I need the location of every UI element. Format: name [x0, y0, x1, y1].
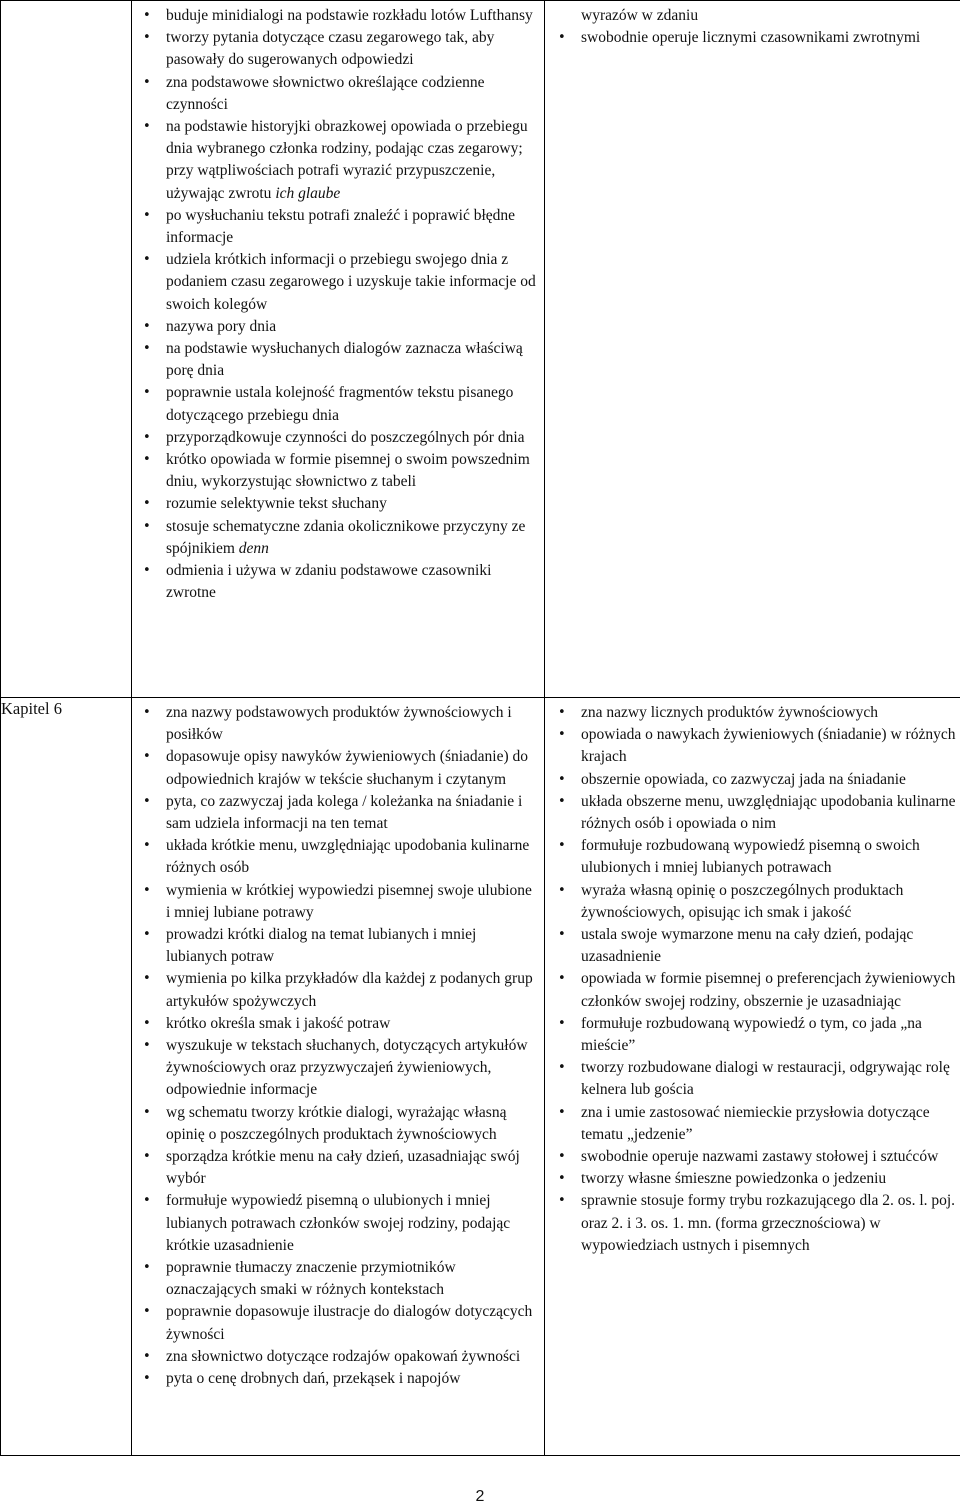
list-item: • krótko określa smak i jakość potraw: [136, 1013, 538, 1035]
list-item: • wyszukuje w tekstach słuchanych, dotyczących artykułów żywnościowych oraz przyzwyczajeń żywieniowych, odpowiednie informacje: [136, 1035, 538, 1102]
list-item: • wg schematu tworzy krótkie dialogi, wyrażając własną opinię o poszczególnych produktach żywnościowych: [136, 1102, 538, 1146]
list-item: • dopasowuje opisy nawyków żywieniowych (śniadanie) do odpowiednich krajów w tekście słuchanym i czytanym: [136, 746, 538, 790]
list-item: • sporządza krótkie menu na cały dzień, uzasadniając swój wybór: [136, 1146, 538, 1190]
chapter-label: Kapitel 6: [1, 699, 62, 718]
list-item: • krótko opowiada w formie pisemnej o swoim powszednim dniu, wykorzystując słownictwo z tabeli: [136, 449, 538, 493]
list-item: • opowiada w formie pisemnej o preferencjach żywieniowych członków swojej rodziny, obszernie je uzasadniając: [551, 968, 956, 1012]
table-row: [1, 698, 960, 1456]
list-item: • przyporządkowuje czynności do poszczególnych pór dnia: [136, 427, 538, 449]
list-item: • opowiada o nawykach żywieniowych (śniadanie) w różnych krajach: [551, 724, 956, 768]
list-item: • formułuje wypowiedź pisemną o ulubionych i mniej lubianych potrawach członków swojej rodziny, podając krótkie uzasadnienie: [136, 1190, 538, 1257]
list-item: • układa krótkie menu, uwzględniając upodobania kulinarne różnych osób: [136, 835, 538, 879]
list-item: • poprawnie ustala kolejność fragmentów tekstu pisanego dotyczącego przebiegu dnia: [136, 382, 538, 426]
list-item: • układa obszerne menu, uwzględniając upodobania kulinarne różnych osób i opowiada o nim: [551, 791, 956, 835]
list-item: • buduje minidialogi na podstawie rozkładu lotów Lufthansy: [136, 5, 538, 27]
list-item: • zna słownictwo dotyczące rodzajów opakowań żywności: [136, 1346, 538, 1368]
basic-requirements-cell: [132, 1, 545, 698]
list-item: • sprawnie stosuje formy trybu rozkazującego dla 2. os. l. poj. oraz 2. i 3. os. 1. mn. (forma grzecznościowa) w wypowiedziach ustnych i pisemnych: [551, 1190, 956, 1257]
page-number: 2: [475, 1488, 485, 1505]
chapter-label-cell: [1, 698, 132, 1456]
list-item: • poprawnie dopasowuje ilustracje do dialogów dotyczących żywności: [136, 1301, 538, 1345]
list-item: • tworzy pytania dotyczące czasu zegarowego tak, aby pasowały do sugerowanych odpowiedzi: [136, 27, 538, 71]
list-item: • tworzy własne śmieszne powiedzonka o jedzeniu: [551, 1168, 956, 1190]
list-item: • zna i umie zastosować niemieckie przysłowia dotyczące tematu „jedzenie”: [551, 1102, 956, 1146]
list-item: • wymienia w krótkiej wypowiedzi pisemnej swoje ulubione i mniej lubiane potrawy: [136, 880, 538, 924]
list-item-text: stosuje schematyczne zdania okolicznikowe przyczyny ze spójnikiem: [166, 517, 526, 557]
list-item: • odmienia i używa w zdaniu podstawowe czasowniki zwrotne: [136, 560, 538, 604]
list-item-text: na podstawie historyjki obrazkowej opowiada o przebiegu dnia wybranego członka rodziny, podając czas zegarowy; przy wątpliwościach potrafi wyrazić przypuszczenie, używając zwrotu: [166, 118, 528, 202]
list-item: • nazywa pory dnia: [136, 316, 538, 338]
list-item: • ustala swoje wymarzone menu na cały dzień, podając uzasadnienie: [551, 924, 956, 968]
list-item: • zna podstawowe słownictwo określające codzienne czynności: [136, 72, 538, 116]
table-row: [1, 1, 960, 698]
list-item: • obszernie opowiada, co zazwyczaj jada na śniadanie: [551, 769, 956, 791]
list-item: • swobodnie operuje licznymi czasownikami zwrotnymi: [551, 27, 954, 49]
extended-requirements-cell: [545, 1, 960, 698]
list-item: • tworzy rozbudowane dialogi w restauracji, odgrywając rolę kelnera lub gościa: [551, 1057, 956, 1101]
basic-requirements-list: [132, 698, 544, 1398]
list-item: • udziela krótkich informacji o przebiegu swojego dnia z podaniem czasu zegarowego i uzyskuje takie informacje od swoich kolegów: [136, 249, 538, 316]
chapter-label-cell: [1, 1, 132, 698]
list-item: • po wysłuchaniu tekstu potrafi znaleźć i poprawić błędne informacje: [136, 205, 538, 249]
list-item: • formułuje rozbudowaną wypowiedź pisemną o swoich ulubionych i mniej lubianych potrawach: [551, 835, 956, 879]
basic-requirements-cell: [132, 698, 545, 1456]
list-item: • wymienia po kilka przykładów dla każdej z podanych grup artykułów spożywczych: [136, 968, 538, 1012]
list-item: • pyta, co zazwyczaj jada kolega / koleżanka na śniadanie i sam udziela informacji na ten temat: [136, 791, 538, 835]
list-item: • rozumie selektywnie tekst słuchany: [136, 493, 538, 515]
list-item: • swobodnie operuje nazwami zastawy stołowej i sztućców: [551, 1146, 956, 1168]
list-item: • prowadzi krótki dialog na temat lubianych i mniej lubianych potraw: [136, 924, 538, 968]
list-item: • pyta o cenę drobnych dań, przekąsek i napojów: [136, 1368, 538, 1390]
list-item: • zna nazwy podstawowych produktów żywnościowych i posiłków: [136, 702, 538, 746]
extended-requirements-list: [545, 1, 960, 61]
list-item: [136, 116, 538, 205]
italic-phrase: denn: [238, 539, 269, 557]
list-item: • formułuje rozbudowaną wypowiedź o tym, co jada „na mieście”: [551, 1013, 956, 1057]
extended-requirements-list: [545, 698, 960, 1265]
list-item: • zna nazwy licznych produktów żywnościowych: [551, 702, 956, 724]
list-item: • na podstawie wysłuchanych dialogów zaznacza właściwą porę dnia: [136, 338, 538, 382]
list-item: [136, 516, 538, 560]
list-item: • wyraża własną opinię o poszczególnych produktach żywnościowych, opisując ich smak i jakość: [551, 880, 956, 924]
list-item-continuation: wyrazów w zdaniu: [581, 7, 699, 24]
list-item: • poprawnie tłumaczy znaczenie przymiotników oznaczających smaki w różnych kontekstach: [136, 1257, 538, 1301]
italic-phrase: ich glaube: [275, 184, 341, 202]
extended-requirements-cell: [545, 698, 960, 1456]
basic-requirements-list: [132, 1, 544, 612]
